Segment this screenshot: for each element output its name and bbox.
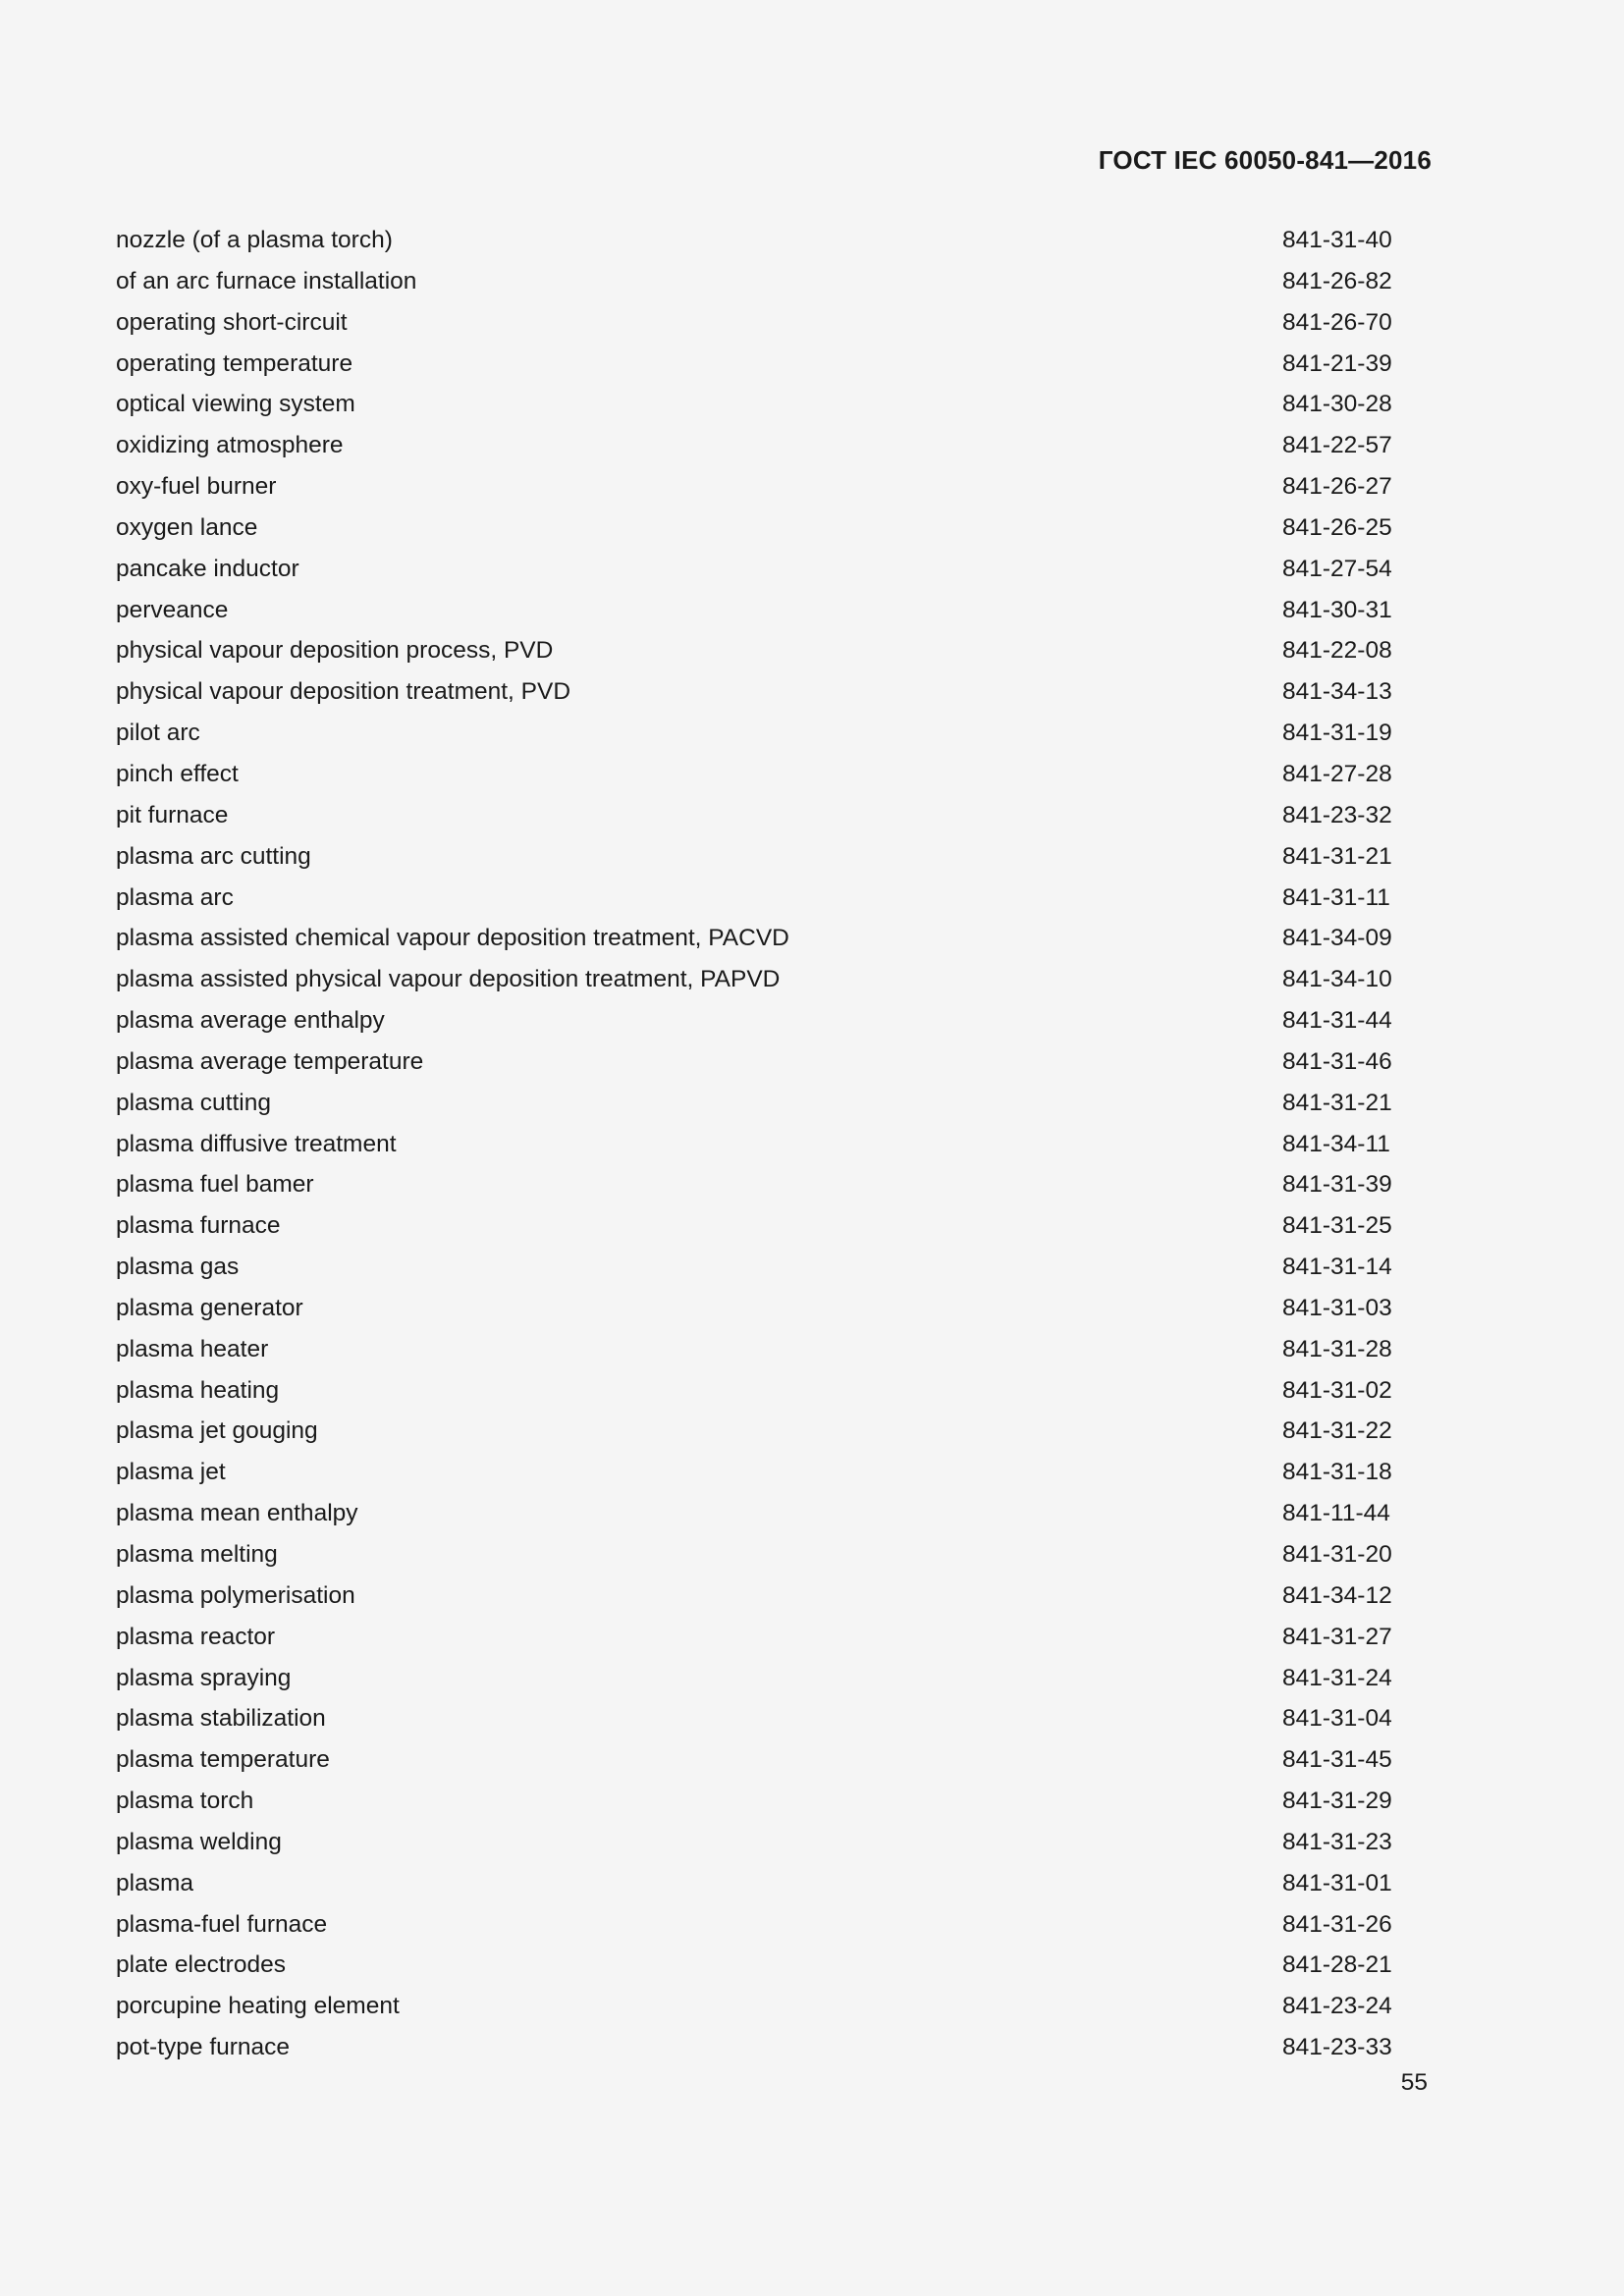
index-entry-row	[116, 220, 1399, 261]
document-header: ГОСТ IEC 60050-841—2016	[1098, 145, 1432, 175]
index-reference-number: 841-31-19	[1282, 720, 1392, 747]
index-reference-number: 841-27-54	[1282, 555, 1392, 582]
index-entry-row	[116, 344, 1399, 385]
index-reference-number: 841-21-39	[1282, 349, 1392, 377]
index-term: optical viewing system	[116, 391, 355, 418]
index-term: plasma jet	[116, 1459, 226, 1486]
index-entry-row	[116, 1164, 1399, 1205]
index-entry-row	[116, 2027, 1399, 2068]
index-reference-number: 841-31-28	[1282, 1335, 1392, 1362]
index-term: plasma heater	[116, 1335, 269, 1362]
index-reference-number: 841-31-11	[1282, 883, 1390, 911]
index-term: operating temperature	[116, 349, 353, 377]
index-term: nozzle (of a plasma torch)	[116, 227, 393, 253]
index-term: plasma	[116, 1869, 193, 1896]
index-reference-number: 841-34-11	[1282, 1130, 1390, 1157]
index-reference-number: 841-31-21	[1282, 1089, 1392, 1116]
index-entry-row	[116, 713, 1399, 754]
index-term: plasma torch	[116, 1788, 254, 1815]
index-entry-row	[116, 1945, 1399, 1986]
index-entry-row	[116, 1617, 1399, 1658]
index-entry-row	[116, 1329, 1399, 1370]
index-reference-number: 841-23-33	[1282, 2034, 1392, 2061]
index-term: operating short-circuit	[116, 308, 348, 336]
index-term: plasma-fuel furnace	[116, 1910, 328, 1938]
index-reference-number: 841-22-08	[1282, 637, 1392, 665]
index-reference-number: 841-27-28	[1282, 760, 1392, 787]
index-reference-number: 841-31-40	[1282, 227, 1392, 253]
index-entry-row	[116, 959, 1399, 1000]
page-number: 55	[1400, 2069, 1428, 2096]
index-entry-row	[116, 1452, 1399, 1493]
index-entry-row	[116, 1041, 1399, 1083]
index-term: plasma assisted chemical vapour deposition treatment, PACVD	[116, 925, 789, 952]
index-entry-row	[116, 754, 1399, 795]
index-reference-number: 841-31-24	[1282, 1664, 1392, 1691]
index-term: pilot arc	[116, 720, 200, 747]
index-entry-row	[116, 261, 1399, 302]
index-term: plasma reactor	[116, 1623, 276, 1650]
index-term: plasma diffusive treatment	[116, 1130, 397, 1157]
index-term: plasma arc	[116, 883, 234, 911]
index-entry-row	[116, 1534, 1399, 1575]
index-reference-number: 841-31-27	[1282, 1623, 1392, 1650]
index-entry-row	[116, 836, 1399, 878]
index-entry-row	[116, 1411, 1399, 1452]
index-reference-number: 841-31-46	[1282, 1047, 1392, 1075]
index-entry-row	[116, 1288, 1399, 1329]
index-term: plasma stabilization	[116, 1705, 326, 1733]
index-entry-row	[116, 1000, 1399, 1041]
index-entry-row	[116, 1863, 1399, 1904]
index-reference-number: 841-31-26	[1282, 1910, 1392, 1938]
index-term: oxy-fuel burner	[116, 473, 277, 501]
index-entry-row	[116, 1205, 1399, 1247]
index-entry-row	[116, 1904, 1399, 1946]
index-reference-number: 841-31-02	[1282, 1376, 1392, 1404]
index-entry-row	[116, 795, 1399, 836]
index-reference-number: 841-23-24	[1282, 1993, 1392, 2020]
index-reference-number: 841-31-04	[1282, 1705, 1392, 1733]
index-term: plasma spraying	[116, 1664, 292, 1691]
index-reference-number: 841-31-21	[1282, 842, 1392, 870]
index-reference-number: 841-31-45	[1282, 1746, 1392, 1774]
index-reference-number: 841-26-25	[1282, 513, 1392, 541]
index-term: pancake inductor	[116, 555, 299, 582]
index-entry-row	[116, 1822, 1399, 1863]
index-term: plasma average temperature	[116, 1047, 424, 1075]
index-term: porcupine heating element	[116, 1993, 400, 2020]
index-entry-row	[116, 1739, 1399, 1781]
index-entry-row	[116, 590, 1399, 631]
index-entry-row	[116, 425, 1399, 466]
index-term: plasma arc cutting	[116, 842, 311, 870]
index-entry-row	[116, 878, 1399, 919]
index-reference-number: 841-31-29	[1282, 1788, 1392, 1815]
index-entry-row	[116, 549, 1399, 590]
index-reference-number: 841-31-01	[1282, 1869, 1392, 1896]
index-term: physical vapour deposition treatment, PVD	[116, 678, 571, 706]
index-entry-row	[116, 384, 1399, 425]
index-reference-number: 841-30-31	[1282, 596, 1392, 623]
index-reference-number: 841-31-44	[1282, 1007, 1392, 1035]
index-term: of an arc furnace installation	[116, 267, 417, 294]
index-reference-number: 841-31-14	[1282, 1254, 1392, 1281]
index-term: plasma cutting	[116, 1089, 271, 1116]
index-entry-row	[116, 1124, 1399, 1165]
index-entry-row	[116, 466, 1399, 507]
index-entry-row	[116, 1575, 1399, 1617]
index-entry-row	[116, 671, 1399, 713]
index-term: physical vapour deposition process, PVD	[116, 637, 554, 665]
index-reference-number: 841-26-27	[1282, 473, 1392, 501]
index-reference-number: 841-31-23	[1282, 1828, 1392, 1855]
index-term: plasma melting	[116, 1541, 278, 1568]
index-entry-row	[116, 507, 1399, 549]
index-term: plasma polymerisation	[116, 1581, 355, 1609]
index-entry-row	[116, 1781, 1399, 1822]
index-term: plasma average enthalpy	[116, 1007, 385, 1035]
index-entry-row	[116, 1698, 1399, 1739]
index-term: plasma heating	[116, 1376, 280, 1404]
index-reference-number: 841-34-12	[1282, 1581, 1392, 1609]
index-reference-number: 841-34-09	[1282, 925, 1392, 952]
index-term: oxidizing atmosphere	[116, 432, 344, 459]
term-index-list	[116, 220, 1399, 2068]
index-term: plasma mean enthalpy	[116, 1500, 358, 1527]
index-reference-number: 841-30-28	[1282, 391, 1392, 418]
index-entry-row	[116, 630, 1399, 671]
index-entry-row	[116, 1083, 1399, 1124]
index-reference-number: 841-28-21	[1282, 1951, 1392, 1979]
index-reference-number: 841-34-13	[1282, 678, 1392, 706]
index-term: plasma furnace	[116, 1212, 281, 1240]
index-term: perveance	[116, 596, 229, 623]
index-term: pit furnace	[116, 801, 229, 828]
index-reference-number: 841-22-57	[1282, 432, 1392, 459]
index-term: plasma gas	[116, 1254, 240, 1281]
index-term: plasma fuel bamer	[116, 1171, 314, 1199]
index-reference-number: 841-34-10	[1282, 966, 1392, 993]
index-term: oxygen lance	[116, 513, 258, 541]
index-reference-number: 841-26-82	[1282, 267, 1392, 294]
index-reference-number: 841-31-03	[1282, 1294, 1392, 1321]
index-reference-number: 841-31-25	[1282, 1212, 1392, 1240]
index-entry-row	[116, 1247, 1399, 1288]
index-term: plasma jet gouging	[116, 1417, 318, 1445]
index-term: plate electrodes	[116, 1951, 286, 1979]
index-term: plasma welding	[116, 1828, 282, 1855]
index-term: plasma temperature	[116, 1746, 330, 1774]
index-term: pinch effect	[116, 760, 239, 787]
index-term: plasma assisted physical vapour deposition treatment, PAPVD	[116, 966, 781, 993]
index-entry-row	[116, 918, 1399, 959]
index-reference-number: 841-11-44	[1282, 1500, 1390, 1527]
index-reference-number: 841-31-18	[1282, 1459, 1392, 1486]
index-term: pot-type furnace	[116, 2034, 291, 2061]
index-reference-number: 841-26-70	[1282, 308, 1392, 336]
index-entry-row	[116, 302, 1399, 344]
index-reference-number: 841-31-39	[1282, 1171, 1392, 1199]
index-reference-number: 841-31-20	[1282, 1541, 1392, 1568]
index-reference-number: 841-31-22	[1282, 1417, 1392, 1445]
index-reference-number: 841-23-32	[1282, 801, 1392, 828]
index-entry-row	[116, 1986, 1399, 2027]
index-entry-row	[116, 1493, 1399, 1534]
index-term: plasma generator	[116, 1294, 303, 1321]
index-entry-row	[116, 1370, 1399, 1412]
index-entry-row	[116, 1658, 1399, 1699]
